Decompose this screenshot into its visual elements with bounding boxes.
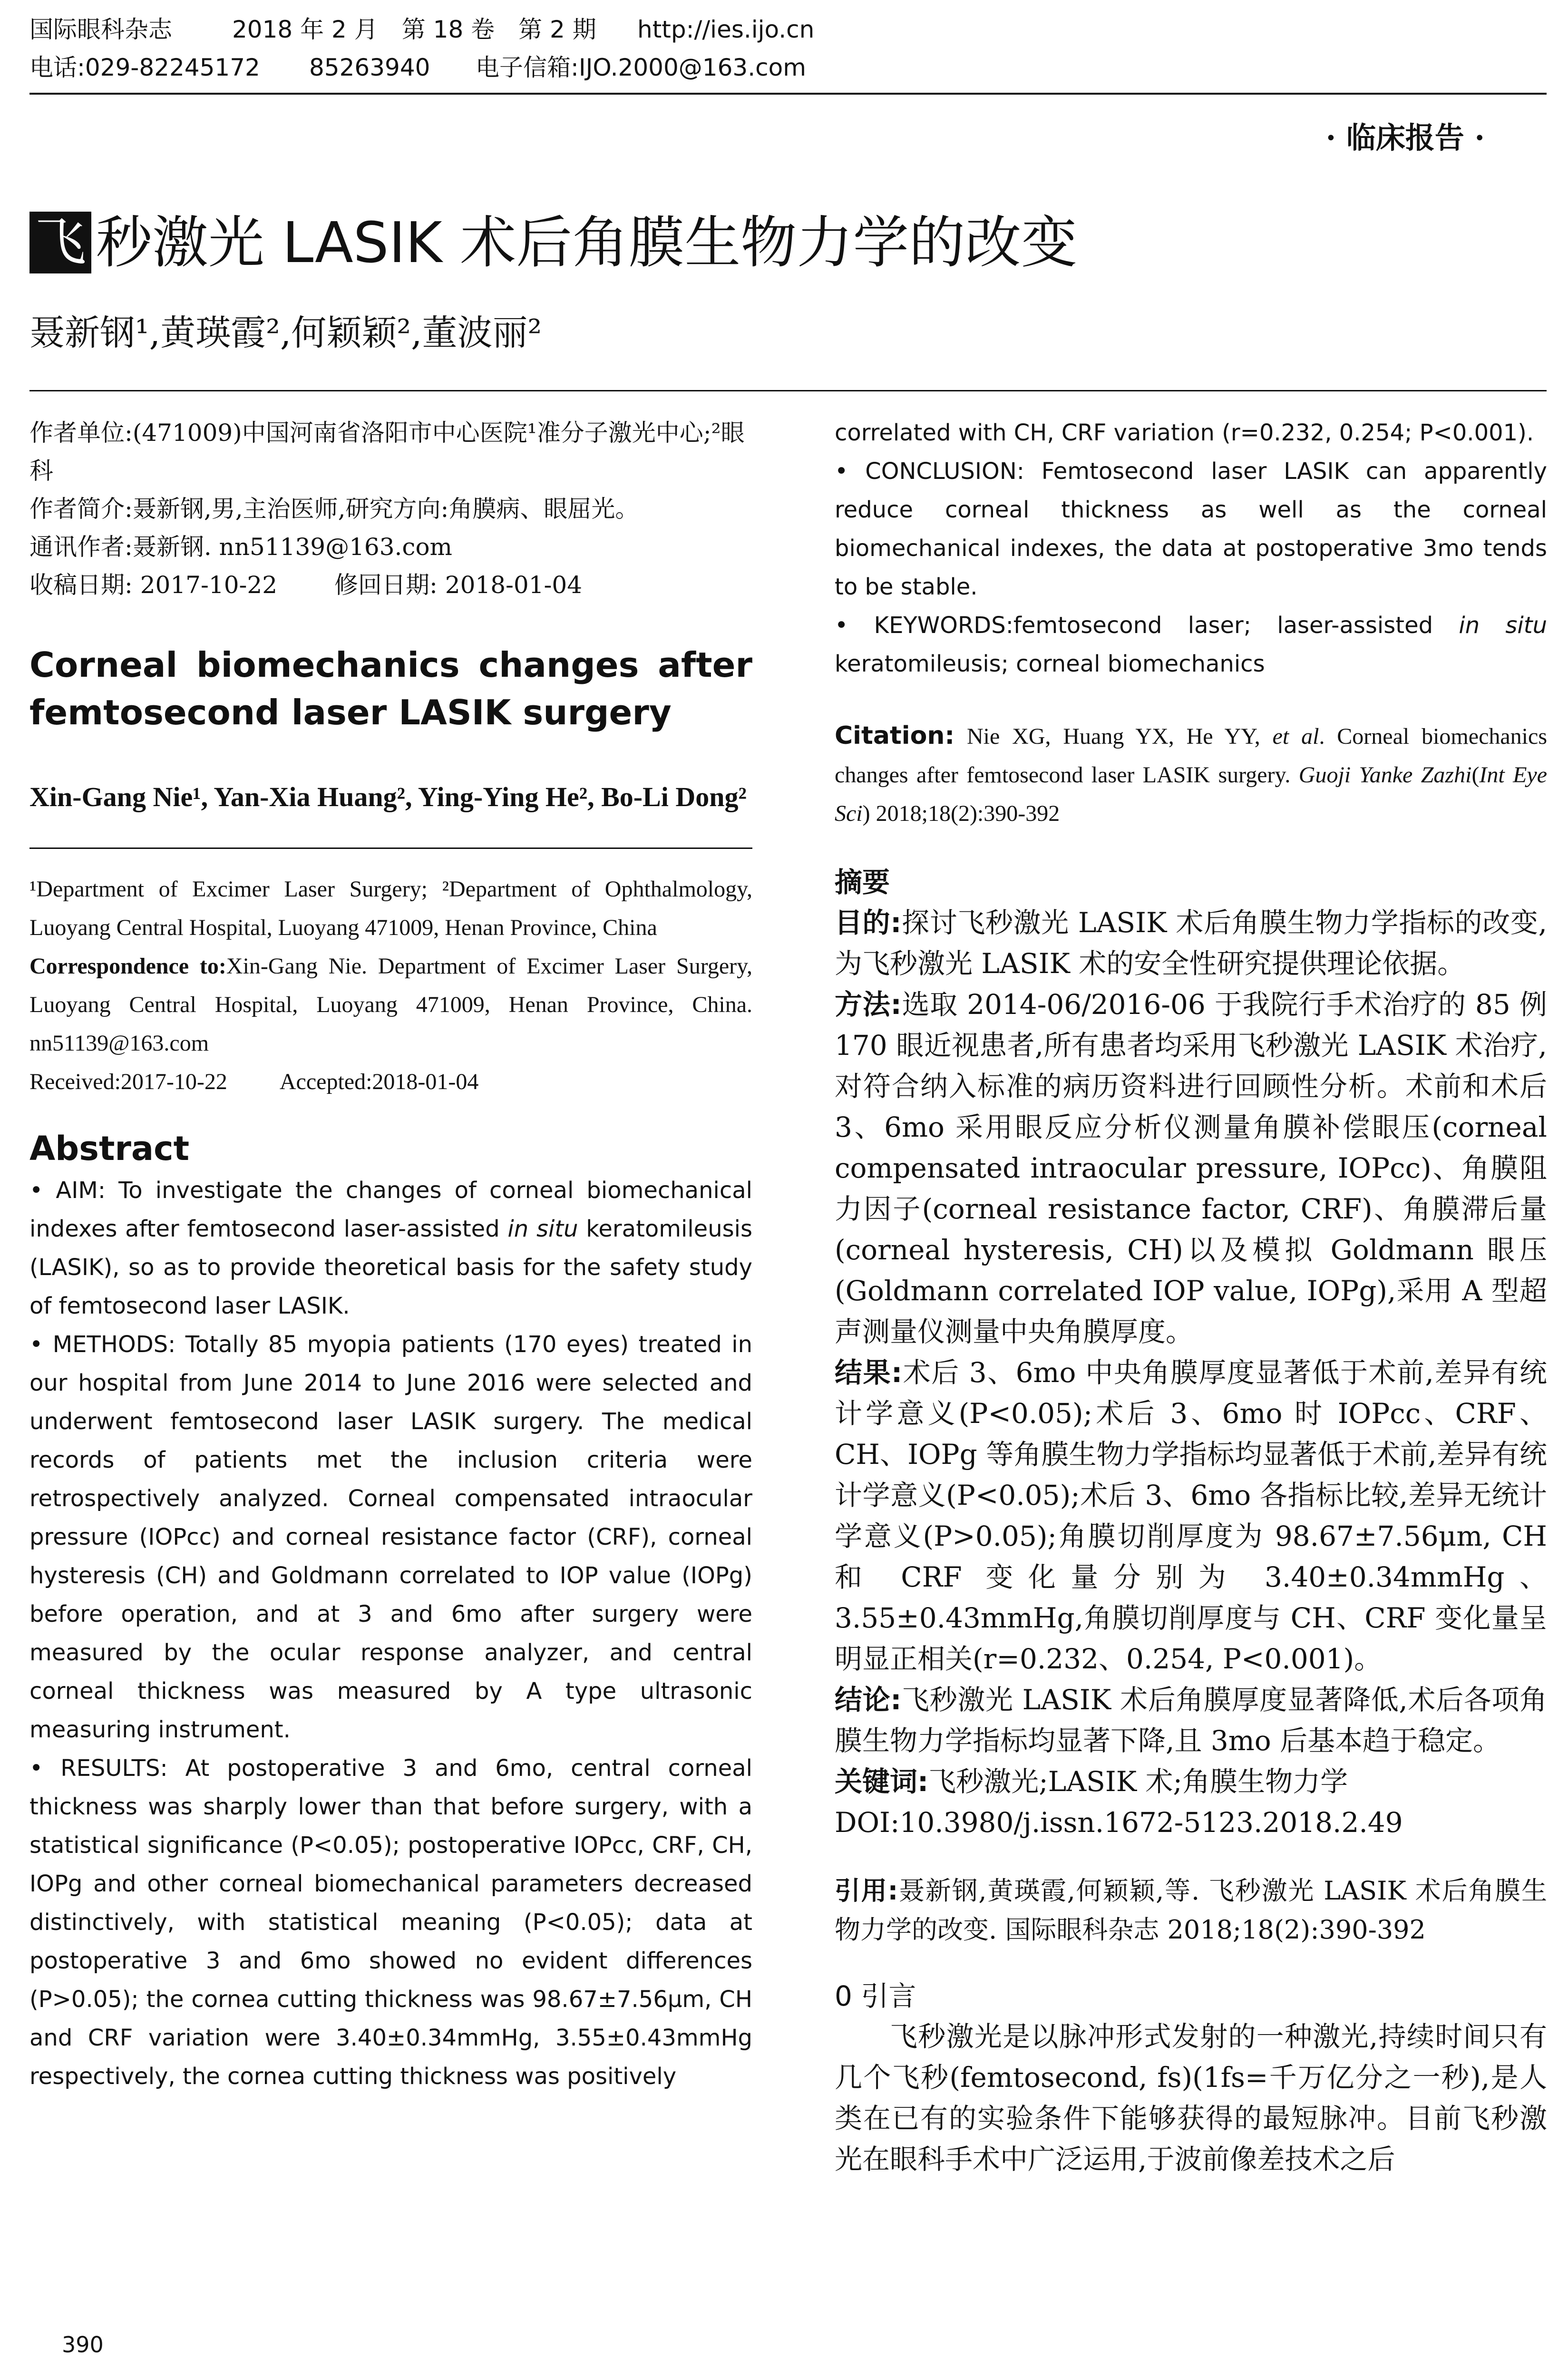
issue-info: 2018 年 2 月 第 18 卷 第 2 期 [232,16,596,43]
abstract-cn-keywords [835,1761,1547,1802]
methods-cn-text: 选取 2014-06/2016-06 于我院行手术治疗的 85 例 170 眼近视患者,所有患者均采用飞秒激光 LASIK 术治疗,对符合纳入标准的病历资料进行回顾性分析。术前和术后 3、6mo 采用眼反应分析仪测量角膜补偿眼压(corneal compensated intraocular pressure, IOPcc)、角膜阻力因子(corneal resistance factor, CRF)、角膜滞后量(corneal hysteresis, CH)以及模拟 Goldmann 眼压(Goldmann correlated IOP value, IOPg),采用 A 型超声测量仪测量中央角膜厚度。 [835,988,1547,1348]
aim-cn-label: 目的: [835,906,902,939]
methods-cn-label: 方法: [835,988,902,1021]
results-cn-text: 术后 3、6mo 中央角膜厚度显著低于术前,差异有统计学意义(P<0.05);术后 3、6mo 时 IOPcc、CRF、CH、IOPg 等角膜生物力学指标均显著低于术前,差异有统计学意义(P<0.05);术后 3、6mo 各指标比较,差异无统计学意义(P>0.05);角膜切削厚度为 98.67±7.56μm, CH 和 CRF 变化量分别为 3.40±0.34mmHg、3.55±0.43mmHg,角膜切削厚度与 CH、CRF 变化量呈明显正相关(r=0.232、0.254, P<0.001)。 [835,1356,1547,1675]
citation-en [835,717,1547,833]
citation-volume: ) 2018;18(2):390-392 [862,801,1060,826]
results-cn-label: 结果: [835,1356,903,1389]
results-text: At postoperative 3 and 6mo, central corneal thickness was sharply lower than that before surgery, with a statistical significance (P<0.05); postoperative IOPcc, CRF, CH, IOPg and other corneal biomechanical parameters decreased distinctively, with statistical meaning (P<0.05); data at postoperative 3 and 6mo showed no evident differences (P>0.05); the cornea cutting thickness was 98.67±7.56μm, CH and CRF variation were 3.40±0.34mmHg, 3.55±0.43mmHg respectively, the cornea cutting thickness was positively [29,1755,752,2090]
received-cn: 收稿日期: 2017-10-22 [29,571,278,599]
methods-text: Totally 85 myopia patients (170 eyes) treated in our hospital from June 2014 to June 2016 were selected and underwent femtosecond laser LASIK surgery. The medical records of patients met the inclusion criteria were retrospectively analyzed. Corneal compensated intraocular pressure (IOPcc) and corneal resistance factor (CRF), corneal hysteresis (CH) and Goldmann correlated to IOP value (IOPg) before operation, and at 3 and 6mo after surgery were measured by the ocular response analyzer, and central corneal thickness was measured by A type ultrasonic measuring instrument. [29,1331,752,1743]
abstract-conclusion [835,452,1547,606]
abstract-cn-conclusion [835,1679,1547,1761]
affiliation-en: ¹Department of Excimer Laser Surgery; ²Department of Ophthalmology, Luoyang Central Hospital, Luoyang 471009, Henan Province, China [29,877,752,940]
conclusion-cn-label: 结论: [835,1684,902,1716]
conclusion-label: • CONCLUSION: [835,458,1024,485]
doi[interactable]: DOI:10.3980/j.issn.1672-5123.2018.2.49 [835,1806,1403,1839]
abstract-heading: Abstract [29,1129,190,1168]
abstract-cn-heading: 摘要 [835,866,890,898]
keywords-label: • KEYWORDS: [835,612,1013,639]
bio-label: 作者简介: [29,495,133,523]
corr-label-cn: 通讯作者: [29,533,133,561]
keywords-cn-text: 飞秒激光;LASIK 术;角膜生物力学 [928,1765,1348,1798]
aim-cn-text: 探讨飞秒激光 LASIK 术后角膜生物力学指标的改变,为飞秒激光 LASIK 术的安全性研究提供理论依据。 [835,906,1548,980]
abstract-cn-results [835,1352,1547,1679]
right-column [835,414,1547,2180]
section-label: · 临床报告 · [1325,120,1485,155]
authors-en: Xin-Gang Nie¹, Yan-Xia Huang², Ying-Ying He², Bo-Li Dong² [29,781,747,812]
results-label: • RESULTS: [29,1755,168,1782]
citation-title: . Corneal biomechanics changes after femtosecond laser LASIK surgery. [835,724,1547,788]
citation-authors: Nie XG, Huang YX, He YY, [967,724,1260,749]
citation-etal: et al [1272,724,1319,749]
abstract-results [29,1749,752,2096]
title-en: Corneal biomechanics changes after femtosecond laser LASIK surgery [29,645,752,732]
phone-secondary: 85263940 [309,54,430,81]
title-text: 秒激光 LASIK 术后角膜生物力学的改变 [96,210,1078,275]
conclusion-cn-text: 飞秒激光 LASIK 术后角膜厚度显著降低,术后各项角膜生物力学指标均显著下降,且 3mo 后基本趋于稳定。 [835,1684,1548,1757]
abstract-results-cont: correlated with CH, CRF variation (r=0.232, 0.254; P<0.001). [835,419,1534,446]
correspondence [29,947,752,1062]
phone: 电话:029-82245172 [29,54,260,81]
correspondence-text: Xin-Gang Nie. Department of Excimer Laser Surgery, Luoyang Central Hospital, Luoyang 471009, Henan Province, China. nn51139@163.com [29,954,752,1056]
aim-italic: in situ [507,1216,578,1242]
header-rule [29,93,1547,95]
citation-cn-label: 引用: [835,1876,898,1906]
aim-label: • AIM: [29,1177,106,1204]
affiliation-rule [29,848,752,849]
bio-text: 聂新钢,男,主治医师,研究方向:角膜病、眼屈光。 [132,495,639,523]
intro-heading: 0 引言 [835,1980,916,2012]
received-en: Received:2017-10-22 [29,1069,227,1094]
abstract-keywords [835,606,1547,683]
abstract-cn-aim [835,902,1547,984]
citation-cn [835,1871,1547,1949]
correspondence-label: Correspondence to: [29,954,226,979]
authors-cn: 聂新钢¹,黄瑛霞²,何颖颖²,董波丽² [29,312,542,353]
aim-text-cont: keratomileusis (LASIK), so as to provide theoretical basis for the safety study of femtosecond laser LASIK. [29,1216,752,1319]
left-column [29,414,752,2096]
abstract-cn-methods [835,984,1547,1352]
revised-cn: 修回日期: 2018-01-04 [334,571,583,599]
accepted-en: Accepted:2018-01-04 [279,1069,479,1094]
title-rule [29,390,1547,391]
article-title [29,205,1077,281]
keywords-text-cont: keratomileusis; corneal biomechanics [835,651,1265,677]
citation-label: Citation: [835,721,955,750]
abstract-aim [29,1171,752,1325]
intro-text: 飞秒激光是以脉冲形式发射的一种激光,持续时间只有几个飞秒(femtosecond, fs)(1fs=千万亿分之一秒),是人类在已有的实验条件下能够获得的最短脉冲。目前飞秒激光在眼科手术中广泛运用,于波前像差技术之后 [835,2020,1547,2175]
citation-paren: ( [1471,762,1480,788]
unit-text: (471009)中国河南省洛阳市中心医院¹准分子激光中心;²眼科 [29,419,745,485]
methods-label: • METHODS: [29,1331,176,1358]
journal-url[interactable]: http://ies.ijo.cn [637,16,815,43]
title-drop-cap: 飞 [29,212,91,273]
dates-en [29,1062,752,1101]
abstract-methods [29,1325,752,1749]
aim-text: To investigate the changes of corneal biomechanical indexes after femtosecond laser-assisted [29,1177,752,1242]
email[interactable]: 电子信箱:IJO.2000@163.com [476,54,806,81]
citation-journal-en: Int Eye Sci [835,762,1548,826]
keywords-text: femtosecond laser; laser-assisted [1013,612,1433,639]
unit-label: 作者单位: [29,419,133,447]
conclusion-text: Femtosecond laser LASIK can apparently reduce corneal thickness as well as the corneal biomechanical indexes, the data at postoperative 3mo tends to be stable. [835,458,1547,600]
corr-text-cn: 聂新钢. nn51139@163.com [132,533,452,561]
journal-name: 国际眼科杂志 [29,16,172,43]
keywords-cn-label: 关键词: [835,1765,929,1798]
author-info-cn [29,414,752,604]
page-number: 390 [62,2332,104,2358]
citation-journal: Guoji Yanke Zazhi [1298,762,1472,788]
keywords-italic: in situ [1459,612,1548,639]
citation-cn-text: 聂新钢,黄瑛霞,何颖颖,等. 飞秒激光 LASIK 术后角膜生物力学的改变. 国际眼科杂志 2018;18(2):390-392 [835,1876,1547,1945]
